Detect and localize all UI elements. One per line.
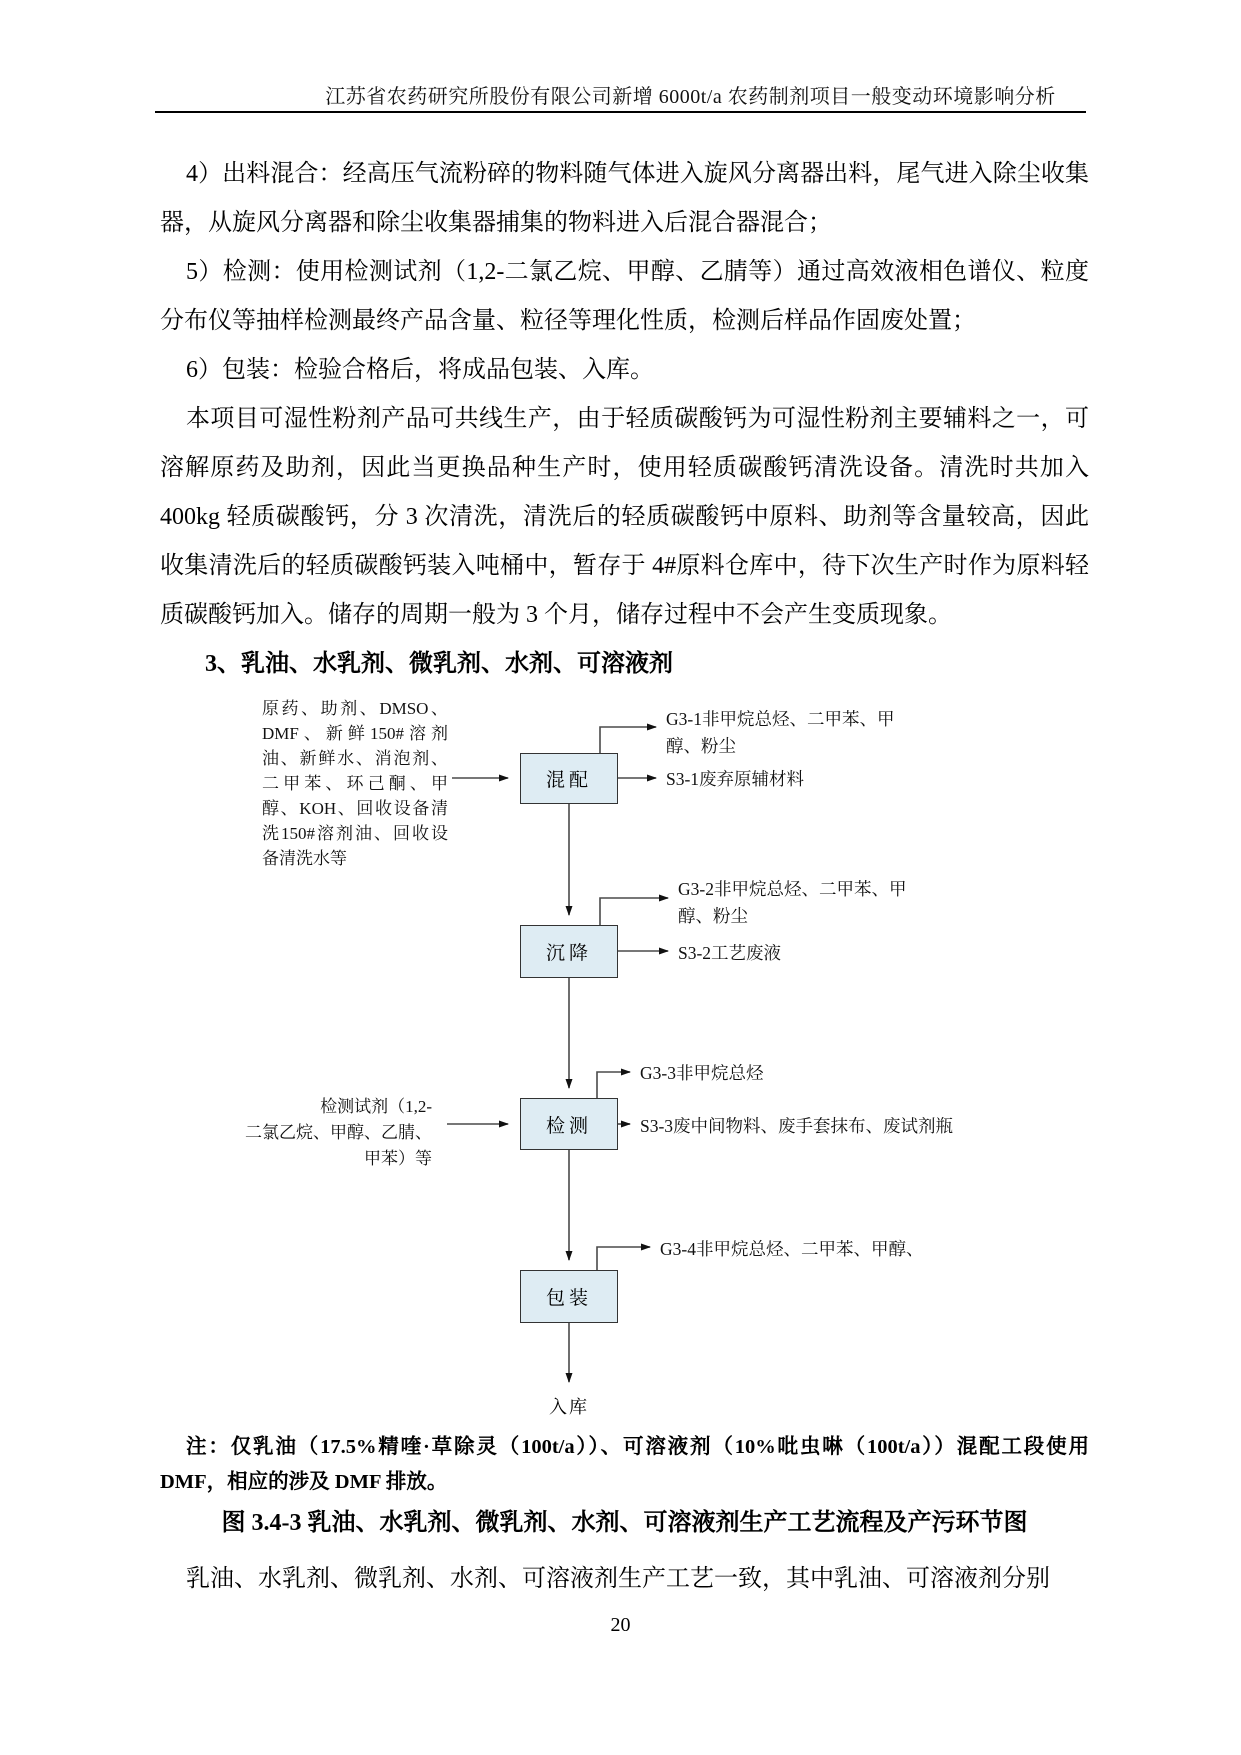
- testing-reagent-input: 检测试剂（1,2- 二氯乙烷、甲醇、乙腈、 甲苯）等: [245, 1097, 432, 1168]
- emission-label-s3-2: S3-2工艺废液: [678, 943, 782, 963]
- flow-step-label: 混配: [545, 770, 592, 791]
- emission-label-g3-4: G3-4非甲烷总烃、二甲苯、甲醇、: [660, 1239, 924, 1259]
- paragraph-closing: 乳油、水乳剂、微乳剂、水剂、可溶液剂生产工艺一致，其中乳油、可溶液剂分别: [186, 1566, 1050, 1592]
- flow-step-label: 沉降: [545, 943, 592, 964]
- flow-step-label: 检测: [545, 1115, 592, 1137]
- page-number: 20: [610, 1614, 631, 1636]
- flow-final-warehouse: 入库: [549, 1397, 589, 1417]
- paragraph-shared-production: 本项目可湿性粉剂产品可共线生产，由于轻质碳酸钙为可湿性粉剂主要辅料之一，可溶解原药及助剂，因此当更换品种生产时，使用轻质碳酸钙清洗设备。清洗时共加入 400kg 轻质碳酸钙，分 3 次清洗，清洗后的轻质碳酸钙中原料、助剂等含量较高，因此收集清洗后的轻质碳酸钙装入吨桶中，暂存于 4#原料仓库中，待下次生产时作为原料轻质碳酸钙加入。储存的周期一般为 3 个月，储存过程中不会产生变质现象。: [160, 406, 1089, 628]
- emission-label-g3-1: G3-1非甲烷总烃、二甲苯、甲醇、粉尘: [666, 709, 895, 756]
- paragraph-step4: 4）出料混合：经高压气流粉碎的物料随气体进入旋风分离器出料，尾气进入除尘收集器，从旋风分离器和除尘收集器捕集的物料进入后混合器混合；: [160, 161, 1089, 236]
- process-flowchart: [0, 690, 1241, 1430]
- emission-label-s3-3: S3-3废中间物料、废手套抹布、废试剂瓶: [640, 1116, 954, 1136]
- figure-caption: 图 3.4-3 乳油、水乳剂、微乳剂、水剂、可溶液剂生产工艺流程及产污环节图: [221, 1510, 1028, 1536]
- flow-step-label: 包装: [545, 1288, 592, 1309]
- paragraph-step6: 6）包装：检验合格后，将成品包装、入库。: [186, 357, 654, 383]
- emission-label-s3-1: S3-1废弃原辅材料: [666, 769, 805, 789]
- figure-note: 注：仅乳油（17.5%精喹·草除灵（100t/a））、可溶液剂（10%吡虫啉（100t/a））混配工段使用 DMF，相应的涉及 DMF 排放。: [160, 1436, 1089, 1493]
- page-header: 江苏省农药研究所股份有限公司新增 6000t/a 农药制剂项目一般变动环境影响分析: [325, 86, 1056, 108]
- emission-label-g3-3: G3-3非甲烷总烃: [640, 1063, 764, 1083]
- flow-step-packaging: [520, 1270, 618, 1323]
- flow-step-settling: [520, 925, 618, 978]
- header-divider: [155, 111, 1086, 113]
- flow-step-testing: [520, 1098, 618, 1150]
- mixing-input-materials: 原药、助剂、DMSO、 DMF、新鲜150#溶剂 油、新鲜水、消泡剂、 二甲苯、环己酮、甲 醇、KOH、回收设备清 洗150#溶剂油、回收设 备清洗水等: [262, 699, 448, 868]
- flow-step-mixing: [520, 753, 618, 804]
- emission-label-g3-2: G3-2非甲烷总烃、二甲苯、甲醇、粉尘: [678, 879, 907, 926]
- flow-connector-arrows: [0, 690, 1241, 1430]
- section-heading-3: 3、乳油、水乳剂、微乳剂、水剂、可溶液剂: [205, 651, 673, 677]
- paragraph-step5: 5）检测：使用检测试剂（1,2-二氯乙烷、甲醇、乙腈等）通过高效液相色谱仪、粒度分布仪等抽样检测最终产品含量、粒径等理化性质，检测后样品作固废处置；: [160, 259, 1089, 334]
